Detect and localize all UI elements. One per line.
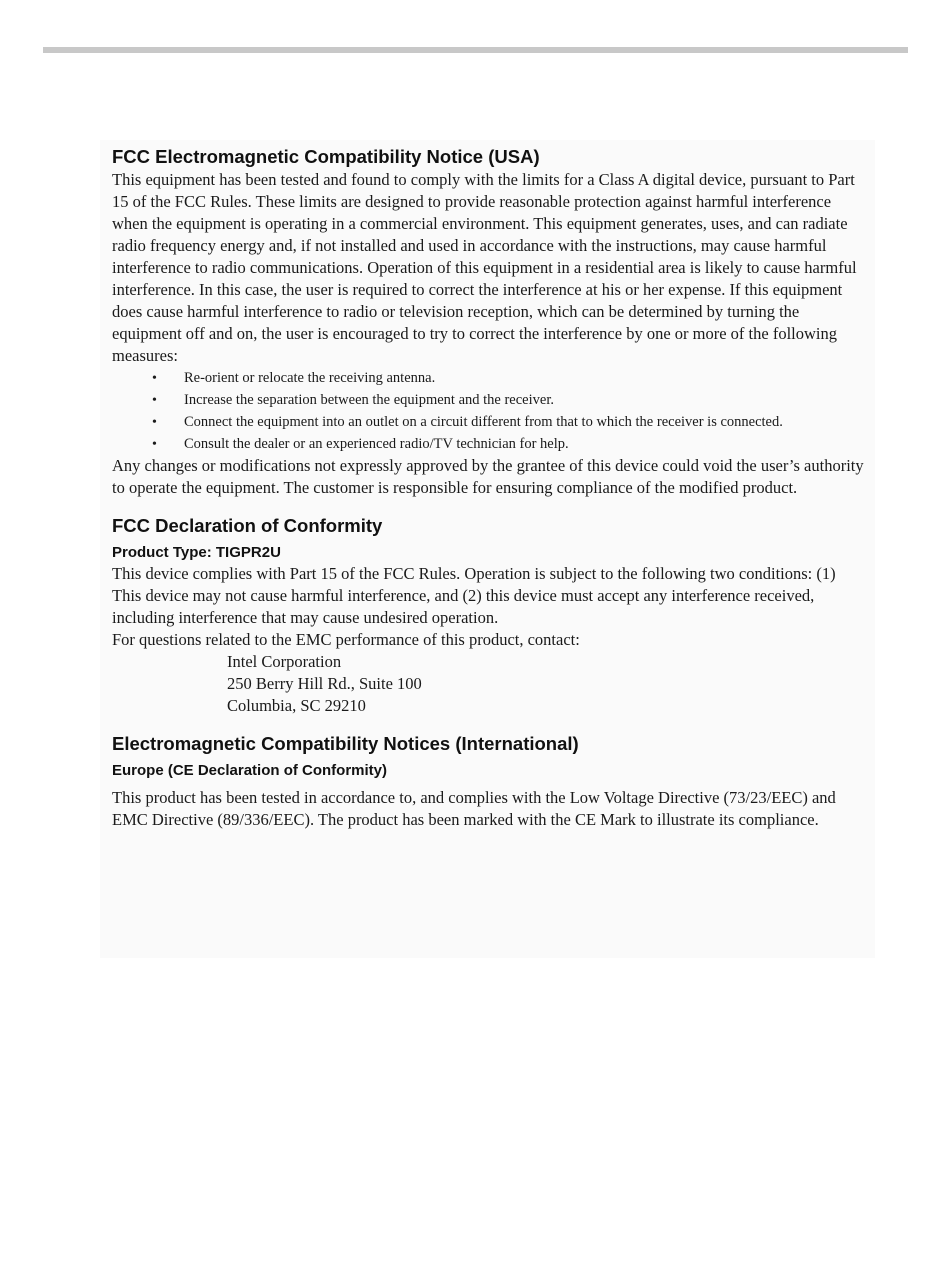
bullet-icon: •	[152, 415, 157, 430]
top-divider-rule	[43, 47, 908, 53]
list-item	[152, 412, 867, 433]
measure-text: Connect the equipment into an outlet on a circuit different from that to which the receiver is connected.	[184, 414, 783, 430]
list-item	[152, 434, 867, 455]
measure-text: Increase the separation between the equipment and the receiver.	[184, 392, 554, 408]
contact-intro: For questions related to the EMC performance of this product, contact:	[112, 630, 580, 649]
europe-ce-paragraph: This product has been tested in accordance to, and complies with the Low Voltage Directive (73/23/EEC) and EMC Directive (89/336/EEC). The product has been marked with the CE Mark to illustrate its compliance.	[112, 788, 836, 829]
bullet-icon: •	[152, 371, 157, 386]
fcc-notice-heading: FCC Electromagnetic Compatibility Notice (USA)	[112, 146, 540, 167]
list-item	[152, 390, 867, 411]
bullet-icon: •	[152, 437, 157, 452]
measure-text: Re-orient or relocate the receiving antenna.	[184, 370, 436, 386]
list-item	[152, 368, 867, 389]
europe-ce-heading: Europe (CE Declaration of Conformity)	[112, 762, 388, 779]
international-heading: Electromagnetic Compatibility Notices (International)	[112, 733, 579, 754]
bullet-icon: •	[152, 393, 157, 408]
document-body	[112, 145, 867, 831]
fcc-declaration-heading: FCC Declaration of Conformity	[112, 515, 383, 536]
contact-address	[112, 651, 867, 717]
address-line-city: Columbia, SC 29210	[227, 696, 366, 715]
fcc-declaration-paragraph: This device complies with Part 15 of the FCC Rules. Operation is subject to the following two conditions: (1) This device may not cause harmful interference, and (2) this device must accept any interference received, including interference that may cause undesired operation.	[112, 564, 836, 627]
measure-text: Consult the dealer or an experienced radio/TV technician for help.	[184, 436, 569, 452]
address-line-street: 250 Berry Hill Rd., Suite 100	[227, 674, 422, 693]
address-line-company: Intel Corporation	[227, 652, 342, 671]
fcc-notice-paragraph: This equipment has been tested and found to comply with the limits for a Class A digital device, pursuant to Part 15 of the FCC Rules. These limits are designed to provide reasonable protection against harmful interference when the equipment is operating in a commercial environment. This equipment generates, uses, and can radiate radio frequency energy and, if not installed and used in accordance with the instructions, may cause harmful interference to radio communications. Operation of this equipment in a residential area is likely to cause harmful interference. In this case, the user is required to correct the interference at his or her expense. If this equipment does cause harmful interference to radio or television reception, which can be determined by turning the equipment off and on, the user is encouraged to try to correct the interference by one or more of the following measures:	[112, 170, 857, 365]
interference-measures-list	[112, 368, 867, 455]
product-type-label: Product Type: TIGPR2U	[112, 544, 281, 561]
fcc-notice-closing: Any changes or modifications not expressly approved by the grantee of this device could void the user’s authority to operate the equipment. The customer is responsible for ensuring compliance of the modified product.	[112, 456, 864, 497]
